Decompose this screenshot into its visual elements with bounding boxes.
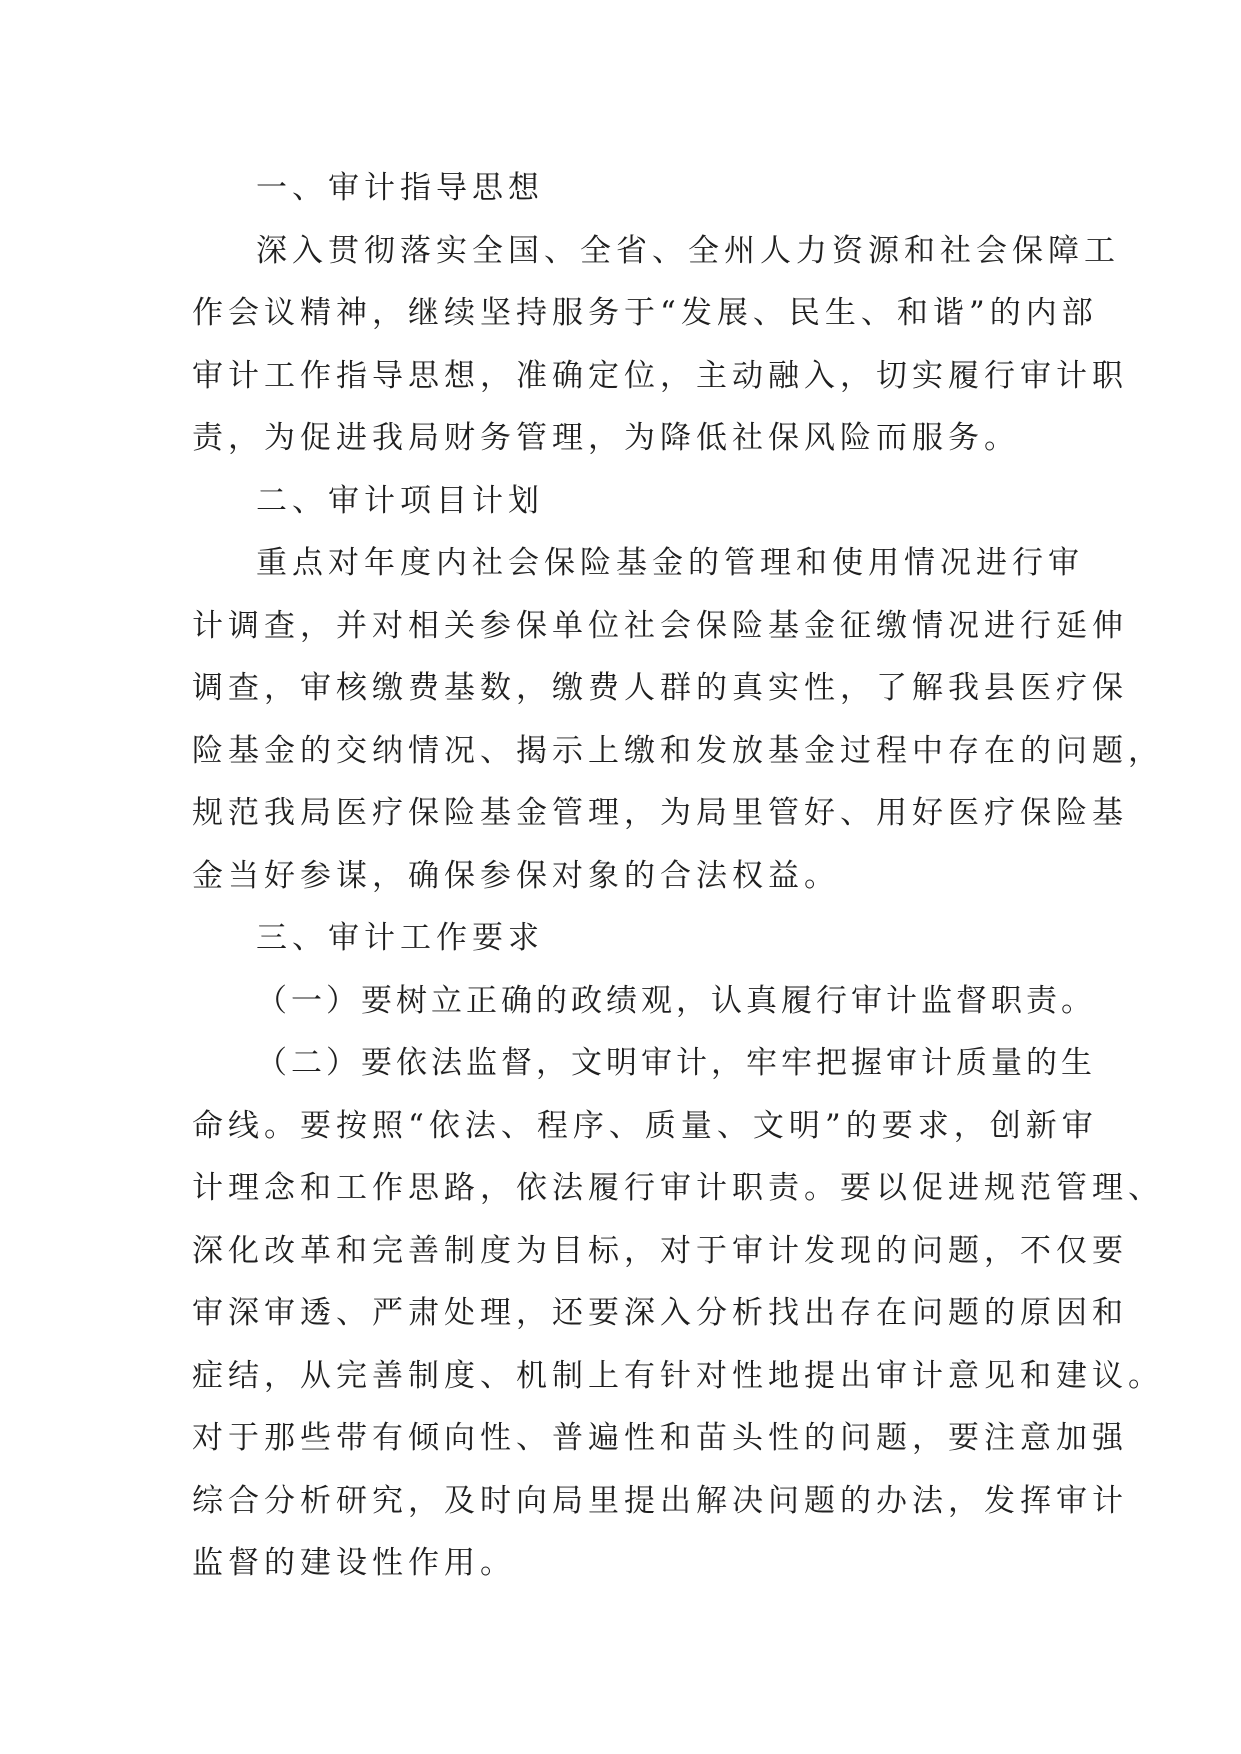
paragraph-1-line-3: 审计工作指导思想，准确定位，主动融入，切实履行审计职 [192, 357, 1128, 394]
document-body [192, 157, 1164, 1595]
paragraph-2-line-6: 金当好参谋，确保参保对象的合法权益。 [192, 857, 840, 894]
requirement-2-line-8: 综合分析研究，及时向局里提出解决问题的办法，发挥审计 [192, 1482, 1128, 1519]
requirement-2-line-1: （二）要依法监督，文明审计，牢牢把握审计质量的生 [256, 1045, 1096, 1081]
requirement-1: （一）要树立正确的政绩观，认真履行审计监督职责。 [256, 982, 1096, 1019]
paragraph-1-line-1: 深入贯彻落实全国、全省、全州人力资源和社会保障工 [256, 232, 1120, 269]
paragraph-2-line-5: 规范我局医疗保险基金管理，为局里管好、用好医疗保险基 [192, 795, 1128, 831]
requirement-2-line-2: 命线。要按照“依法、程序、质量、文明”的要求，创新审 [192, 1107, 1098, 1144]
paragraph-2-line-2: 计调查，并对相关参保单位社会保险基金征缴情况进行延伸 [192, 607, 1128, 644]
section-heading-2: 二、审计项目计划 [256, 482, 544, 519]
requirement-2-line-5: 审深审透、严肃处理，还要深入分析找出存在问题的原因和 [192, 1295, 1128, 1331]
paragraph-1-line-4: 责，为促进我局财务管理，为降低社保风险而服务。 [192, 420, 1020, 456]
section-heading-1: 一、审计指导思想 [256, 170, 544, 206]
requirement-2-line-6: 症结，从完善制度、机制上有针对性地提出审计意见和建议。 [192, 1357, 1164, 1394]
paragraph-1-line-2: 作会议精神，继续坚持服务于“发展、民生、和谐”的内部 [192, 295, 1098, 331]
paragraph-2-line-4: 险基金的交纳情况、揭示上缴和发放基金过程中存在的问题， [192, 732, 1164, 769]
requirement-2-line-4: 深化改革和完善制度为目标，对于审计发现的问题，不仅要 [192, 1232, 1128, 1269]
requirement-2-line-7: 对于那些带有倾向性、普遍性和苗头性的问题，要注意加强 [192, 1420, 1128, 1456]
section-heading-3: 三、审计工作要求 [256, 920, 544, 956]
requirement-2-line-3: 计理念和工作思路，依法履行审计职责。要以促进规范管理、 [192, 1170, 1164, 1206]
requirement-2-line-9: 监督的建设性作用。 [192, 1545, 516, 1581]
paragraph-2-line-1: 重点对年度内社会保险基金的管理和使用情况进行审 [256, 545, 1084, 581]
paragraph-2-line-3: 调查，审核缴费基数，缴费人群的真实性，了解我县医疗保 [192, 670, 1128, 706]
